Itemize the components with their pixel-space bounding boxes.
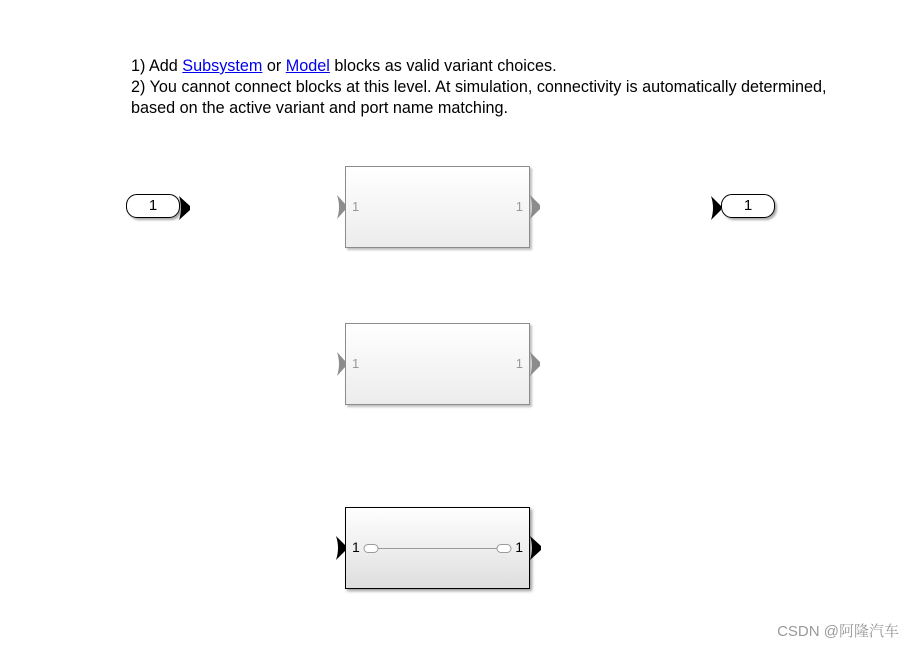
variant-2-output-arrow-icon — [530, 352, 542, 376]
variant-3-out-port-label: 1 — [515, 539, 523, 555]
model-link[interactable]: Model — [285, 57, 330, 75]
annotation-note — [131, 56, 831, 119]
note-line1-or: or — [262, 57, 286, 75]
inport-output-arrow-icon — [178, 196, 192, 220]
subsystem-link[interactable]: Subsystem — [182, 57, 263, 75]
passthrough-connection-icon — [363, 543, 515, 555]
variant-1-in-port-label: 1 — [352, 199, 360, 214]
variant-3-in-port-label: 1 — [352, 539, 360, 555]
variant-2-out-port-label: 1 — [515, 356, 523, 371]
note-line2: 2) You cannot connect blocks at this level. At simulation, connectivity is automatically determined, based on the active variant and port name matching. — [131, 78, 827, 117]
inport-block[interactable] — [126, 194, 180, 218]
variant-1-out-port-label: 1 — [515, 199, 523, 214]
watermark: CSDN @阿隆汽车 — [777, 623, 899, 640]
variant-3-output-arrow-icon — [530, 536, 543, 560]
note-line1-prefix: 1) Add — [131, 57, 183, 75]
inport-label: 1 — [148, 197, 158, 214]
note-line1-suffix: blocks as valid variant choices. — [329, 57, 557, 75]
variant-2-in-port-label: 1 — [352, 356, 360, 371]
variant-subsystem-block-1[interactable] — [345, 166, 530, 248]
outport-block[interactable] — [721, 194, 775, 218]
variant-subsystem-block-3-active[interactable] — [345, 507, 530, 589]
variant-1-output-arrow-icon — [530, 195, 542, 219]
variant-subsystem-block-2[interactable] — [345, 323, 530, 405]
outport-label: 1 — [743, 197, 753, 214]
